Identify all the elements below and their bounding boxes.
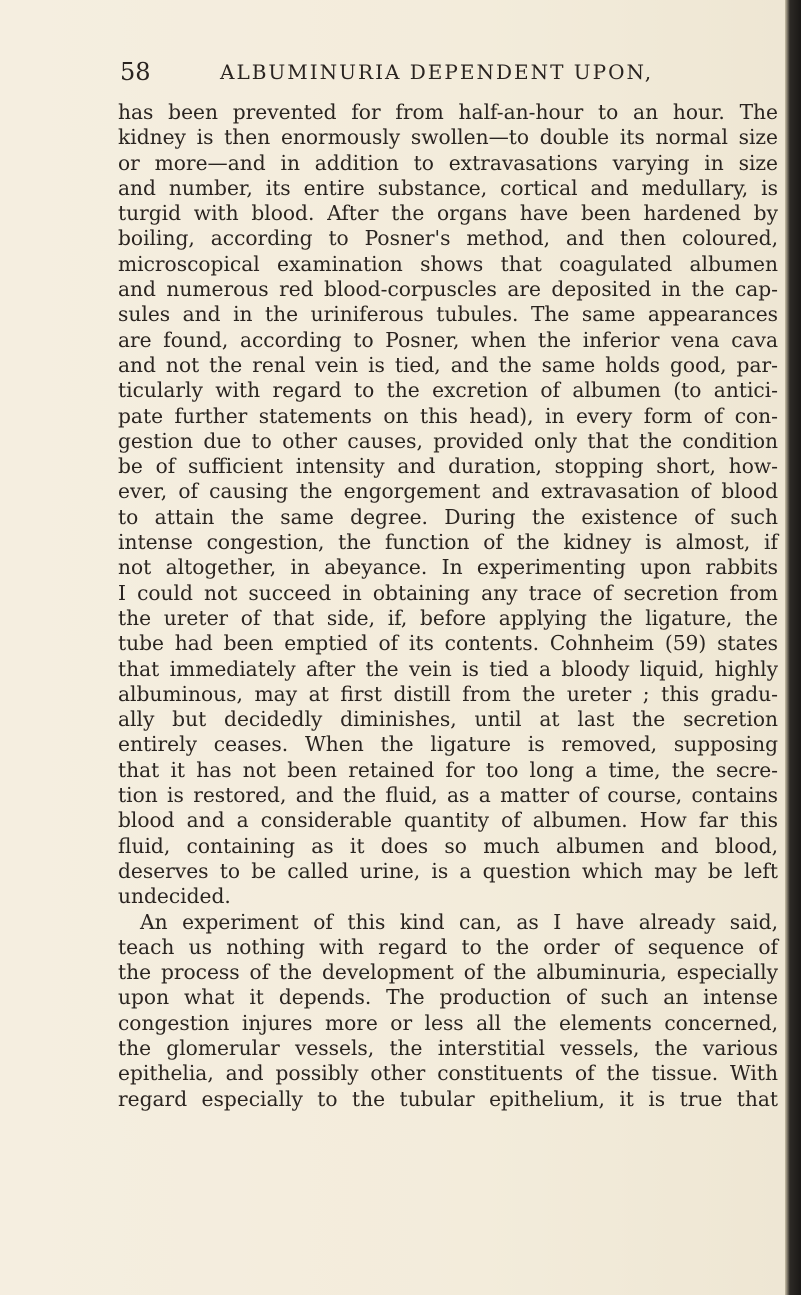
text-line: An experiment of this kind can, as I have already said, (140, 909, 778, 934)
text-line: or more—and in addition to extravasations varying in size (118, 150, 778, 175)
text-line: and not the renal vein is tied, and the same holds good, par- (118, 352, 778, 377)
text-line: not altogether, in abeyance. In experimenting upon rabbits (118, 555, 778, 580)
body-text (118, 100, 778, 1112)
text-line: ticularly with regard to the excretion of albumen (to antici- (118, 378, 778, 403)
text-line: has been prevented for from half-an-hour to an hour. The (118, 100, 778, 124)
text-line: fluid, containing as it does so much albumen and blood, (118, 833, 778, 858)
text-line: deserves to be called urine, is a question which may be left (118, 858, 778, 883)
page-edge-shadow (785, 0, 801, 1295)
text-line: tion is restored, and the fluid, as a matter of course, contains (118, 783, 778, 808)
text-line: undecided. (118, 884, 231, 909)
text-line: ever, of causing the engorgement and extravasation of blood (118, 479, 778, 504)
text-line: congestion injures more or less all the elements concerned, (118, 1010, 778, 1035)
text-line: that it has not been retained for too long a time, the secre- (118, 757, 778, 782)
text-line: upon what it depends. The production of such an intense (118, 985, 778, 1010)
text-line: be of sufficient intensity and duration, stopping short, how- (118, 454, 778, 479)
page-header (120, 58, 760, 88)
text-line: are found, according to Posner, when the inferior vena cava (118, 327, 778, 352)
running-head: ALBUMINURIA DEPENDENT UPON, (220, 60, 654, 84)
text-line: ally but decidedly diminishes, until at last the secretion (118, 707, 778, 732)
text-line: the ureter of that side, if, before applying the ligature, the (118, 605, 778, 630)
text-line: tube had been emptied of its contents. Cohnheim (59) states (118, 631, 778, 656)
text-line: blood and a considerable quantity of albumen. How far this (118, 808, 778, 833)
text-line: intense congestion, the function of the kidney is almost, if (118, 530, 778, 555)
text-line: turgid with blood. After the organs have been hardened by (118, 201, 778, 226)
text-line: teach us nothing with regard to the order of sequence of (118, 934, 778, 959)
text-line: I could not succeed in obtaining any trace of secretion from (118, 580, 778, 605)
text-line: sules and in the uriniferous tubules. The same appearances (118, 302, 778, 327)
text-line: gestion due to other causes, provided only that the condition (118, 428, 778, 453)
text-line: the glomerular vessels, the interstitial vessels, the various (118, 1035, 778, 1060)
text-line: entirely ceases. When the ligature is removed, supposing (118, 732, 778, 757)
text-line: microscopical examination shows that coagulated albumen (118, 251, 778, 276)
text-line: epithelia, and possibly other constituents of the tissue. With (118, 1061, 778, 1086)
text-line: pate further statements on this head), in every form of con- (118, 403, 778, 428)
text-line: the process of the development of the albuminuria, especially (118, 960, 778, 985)
text-line: and number, its entire substance, cortical and medullary, is (118, 175, 778, 200)
text-line: albuminous, may at first distill from the ureter ; this gradu- (118, 681, 778, 706)
text-line: to attain the same degree. During the existence of such (118, 504, 778, 529)
text-line: kidney is then enormously swollen—to double its normal size (118, 125, 778, 150)
text-line: that immediately after the vein is tied a bloody liquid, highly (118, 656, 778, 681)
text-line: boiling, according to Posner's method, and then coloured, (118, 226, 778, 251)
text-line: regard especially to the tubular epithelium, it is true that (118, 1086, 778, 1111)
page-number: 58 (120, 58, 151, 86)
text-line: and numerous red blood-corpuscles are deposited in the cap- (118, 277, 778, 302)
